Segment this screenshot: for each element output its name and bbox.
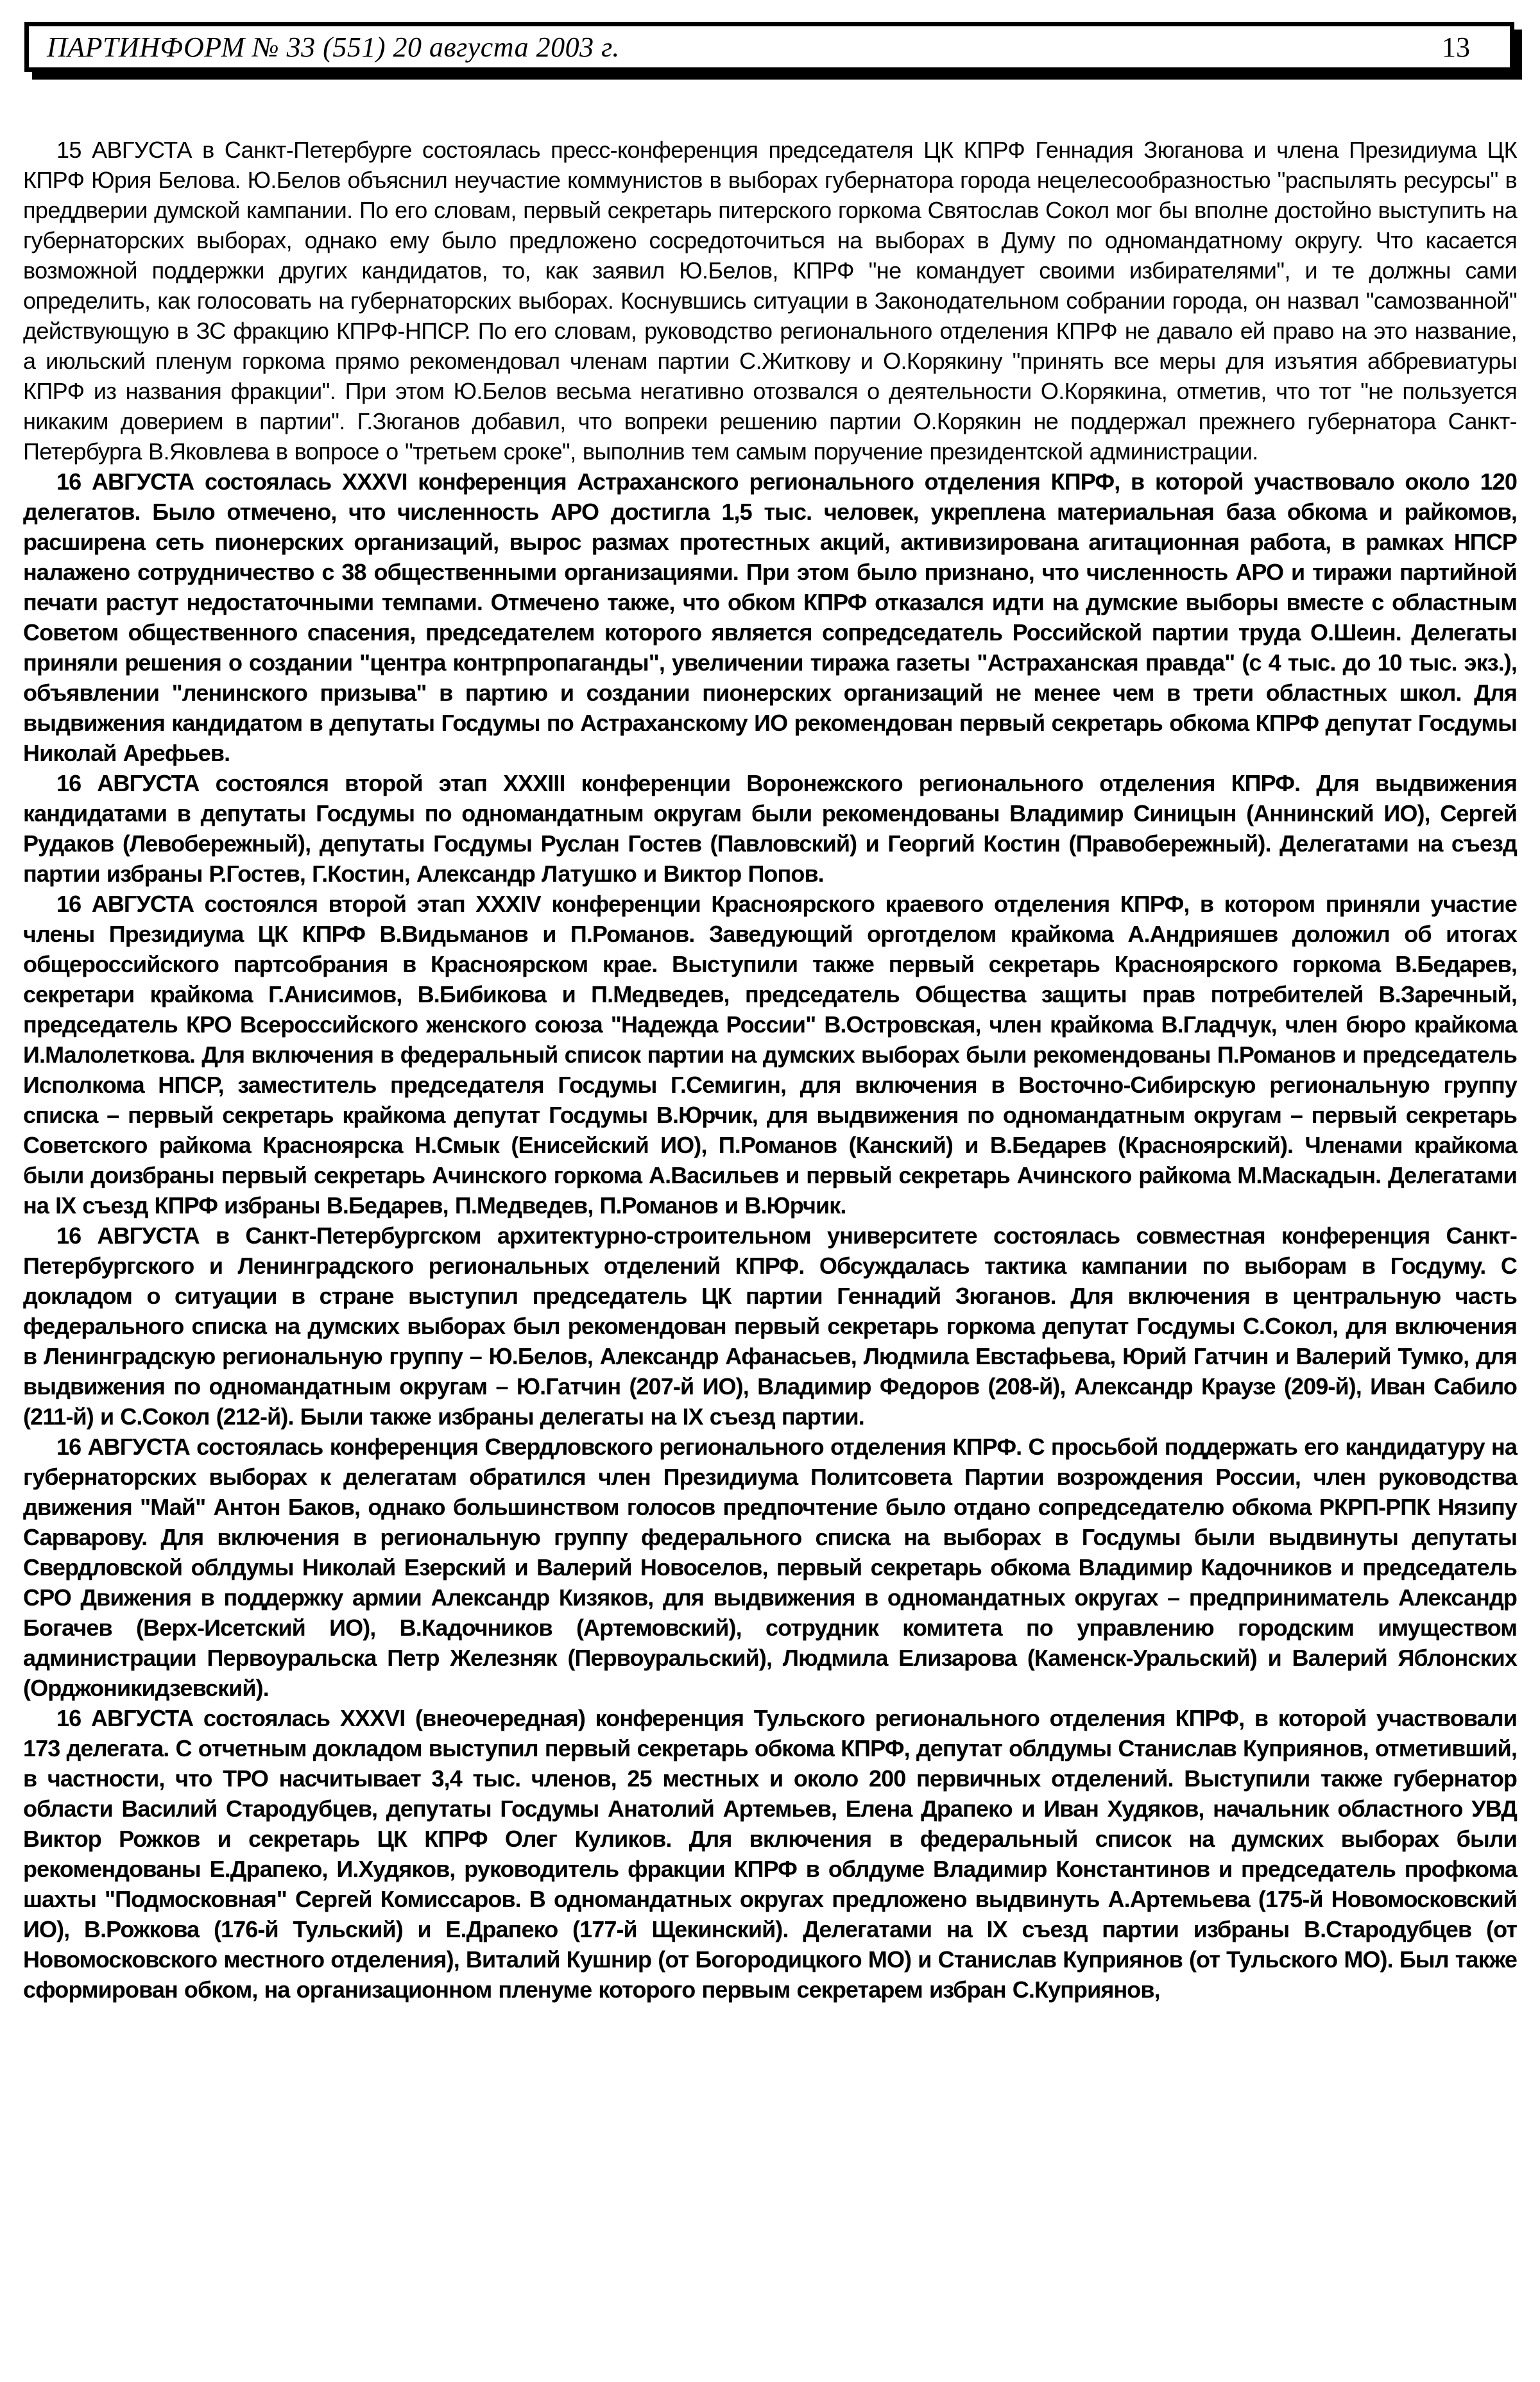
- masthead-title: ПАРТИНФОРМ № 33 (551) 20 августа 2003 г.: [47, 31, 620, 63]
- article-paragraph: 16 АВГУСТА состоялась XXXVI (внеочередная) конференция Тульского регионального отделения КПРФ, в которой участвовали 173 делегата. С отчетным докладом выступил первый секретарь обкома КПРФ, депутат облдумы Станислав Куприянов, отметивший, в частности, что ТРО насчитывает 3,4 тыс. членов, 25 местных и около 200 первичных отделений. Выступили также губернатор области Василий Стародубцев, депутаты Госдумы Анатолий Артемьев, Елена Драпеко и Иван Худяков, начальник областного УВД Виктор Рожков и секретарь ЦК КПРФ Олег Куликов. Для включения в федеральный список на думских выборах были рекомендованы Е.Драпеко, И.Худяков, руководитель фракции КПРФ в облдуме Владимир Константинов и председатель профкома шахты "Подмосковная" Сергей Комиссаров. В одномандатных округах предложено выдвинуть А.Артемьева (175-й Новомосковский ИО), В.Рожкова (176-й Тульский) и Е.Драпеко (177-й Щекинский). Делегатами на IX съезд партии избраны В.Стародубцев (от Новомосковского местного отделения), Виталий Кушнир (от Богородицкого МО) и Станислав Куприянов (от Тульского МО). Был также сформирован обком, на организационном пленуме которого первым секретарем избран С.Куприянов,: [23, 1705, 1517, 2003]
- article-paragraph: 16 АВГУСТА состоялась XXXVI конференция Астраханского регионального отделения КПРФ, в которой участвовало около 120 делегатов. Было отмечено, что численность АРО достигла 1,5 тыс. человек, укреплена материальная база обкома и райкомов, расширена сеть пионерских организаций, вырос размах протестных акций, активизирована агитационная работа, в рамках НПСР налажено сотрудничество с 38 общественными организациями. При этом было признано, что численность АРО и тиражи партийной печати растут недостаточными темпами. Отмечено также, что обком КПРФ отказался идти на думские выборы вместе с областным Советом общественного спасения, председателем которого является сопредседатель Российской партии труда О.Шеин. Делегаты приняли решения о создании "центра контрпропаганды", увеличении тиража газеты "Астраханская правда" (с 4 тыс. до 10 тыс. экз.), объявлении "ленинского призыва" в партию и создании пионерских организаций не менее чем в трети областных школ. Для выдвижения кандидатом в депутаты Госдумы по Астраханскому ИО рекомендован первый секретарь обкома КПРФ депутат Госдумы Николай Арефьев.: [23, 468, 1517, 766]
- masthead-box: [24, 22, 1514, 72]
- article-body: [23, 135, 1517, 2005]
- page-number: 13: [1442, 31, 1470, 63]
- article-paragraph: 16 АВГУСТА состоялась конференция Свердловского регионального отделения КПРФ. С просьбой поддержать его кандидатуру на губернаторских выборах к делегатам обратился член Президиума Политсовета Партии возрождения России, член руководства движения "Май" Антон Баков, однако большинством голосов предпочтение было отдано сопредседателю обкома РКРП-РПК Нязипу Сарварову. Для включения в региональную группу федерального списка на выборах в Госдумы были выдвинуты депутаты Свердловской облдумы Николай Езерский и Валерий Новоселов, первый секретарь обкома Владимир Кадочников и председатель СРО Движения в поддержку армии Александр Кизяков, для выдвижения в одномандатных округах – предприниматель Александр Богачев (Верх-Исетский ИО), В.Кадочников (Артемовский), сотрудник комитета по управлению городским имуществом администрации Первоуральска Петр Железняк (Первоуральский), Людмила Елизарова (Каменск-Уральский) и Валерий Яблонских (Орджоникидзевский).: [23, 1434, 1517, 1701]
- article-paragraph: 16 АВГУСТА состоялся второй этап XXXIII конференции Воронежского регионального отделения КПРФ. Для выдвижения кандидатами в депутаты Госдумы по одномандатным округам были рекомендованы Владимир Синицын (Аннинский ИО), Сергей Рудаков (Левобережный), депутаты Госдумы Руслан Гостев (Павловский) и Георгий Костин (Правобережный). Делегатами на съезд партии избраны Р.Гостев, Г.Костин, Александр Латушко и Виктор Попов.: [23, 770, 1517, 887]
- article-paragraph: 16 АВГУСТА состоялся второй этап XXXIV конференции Красноярского краевого отделения КПРФ, в котором приняли участие члены Президиума ЦК КПРФ В.Видьманов и П.Романов. Заведующий орготделом крайкома А.Андрияшев доложил об итогах общероссийского партсобрания в Красноярском крае. Выступили также первый секретарь Красноярского горкома В.Бедарев, секретари крайкома Г.Анисимов, В.Бибикова и П.Медведев, председатель Общества защиты прав потребителей В.Заречный, председатель КРО Всероссийского женского союза "Надежда России" В.Островская, член крайкома В.Гладчук, член бюро крайкома И.Малолеткова. Для включения в федеральный список партии на думских выборах были рекомендованы П.Романов и председатель Исполкома НПСР, заместитель председателя Госдумы Г.Семигин, для включения в Восточно-Сибирскую региональную группу списка – первый секретарь крайкома депутат Госдумы В.Юрчик, для выдвижения по одномандатным округам – первый секретарь Советского райкома Красноярска Н.Смык (Енисейский ИО), П.Романов (Канский) и В.Бедарев (Красноярский). Членами крайкома были доизбраны первый секретарь Ачинского горкома А.Васильев и первый секретарь Ачинского райкома М.Маскадын. Делегатами на IX съезд КПРФ избраны В.Бедарев, П.Медведев, П.Романов и В.Юрчик.: [23, 891, 1517, 1219]
- article-paragraph: 16 АВГУСТА в Санкт-Петербургском архитектурно-строительном университете состоялась совместная конференция Санкт-Петербургского и Ленинградского региональных отделений КПРФ. Обсуждалась тактика кампании по выборам в Госдуму. С докладом о ситуации в стране выступил председатель ЦК партии Геннадий Зюганов. Для включения в центральную часть федерального списка на думских выборах был рекомендован первый секретарь горкома депутат Госдумы С.Сокол, для включения в Ленинградскую региональную группу – Ю.Белов, Александр Афанасьев, Людмила Евстафьева, Юрий Гатчин и Валерий Тумко, для выдвижения по одномандатным округам – Ю.Гатчин (207-й ИО), Владимир Федоров (208-й), Александр Краузе (209-й), Иван Сабило (211-й) и С.Сокол (212-й). Были также избраны делегаты на IX съезд партии.: [23, 1222, 1517, 1430]
- article-paragraph: 15 АВГУСТА в Санкт-Петербурге состоялась пресс-конференция председателя ЦК КПРФ Геннадия Зюганова и члена Президиума ЦК КПРФ Юрия Белова. Ю.Белов объяснил неучастие коммунистов в выборах губернатора города нецелесообразностью "распылять ресурсы" в преддверии думской кампании. По его словам, первый секретарь питерского горкома Святослав Сокол мог бы вполне достойно выступить на губернаторских выборах, однако ему было предложено сосредоточиться на выборах в Думу по одномандатному округу. Что касается возможной поддержки других кандидатов, то, как заявил Ю.Белов, КПРФ "не командует своими избирателями", и те должны сами определить, как голосовать на губернаторских выборах. Коснувшись ситуации в Законодательном собрании города, он назвал "самозванной" действующую в ЗС фракцию КПРФ-НПСР. По его словам, руководство регионального отделения КПРФ не давало ей право на это название, а июльский пленум горкома прямо рекомендовал членам партии С.Житкову и О.Корякину "принять все меры для изъятия аббревиатуры КПРФ из названия фракции". При этом Ю.Белов весьма негативно отозвался о деятельности О.Корякина, отметив, что тот "не пользуется никаким доверием в партии". Г.Зюганов добавил, что вопреки решению партии О.Корякин не поддержал прежнего губернатора Санкт-Петербурга В.Яковлева в вопросе о "третьем сроке", выполнив тем самым поручение президентской администрации.: [23, 137, 1517, 465]
